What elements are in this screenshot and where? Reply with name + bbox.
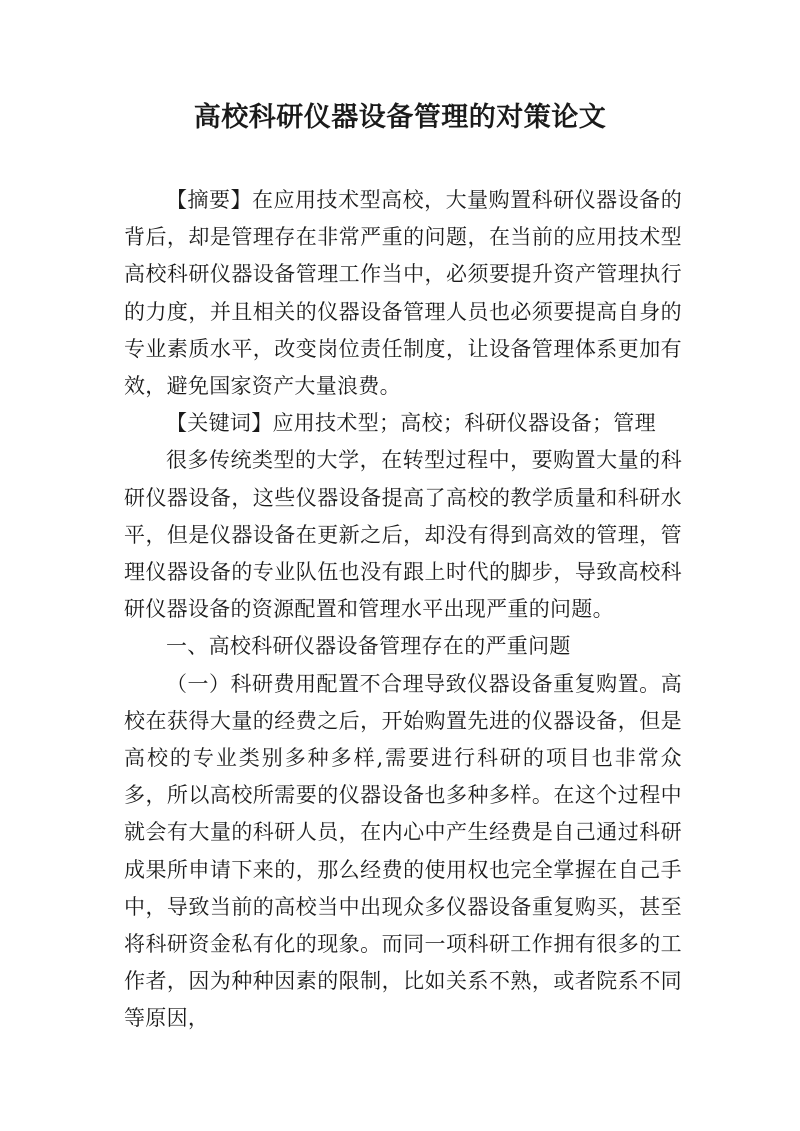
intro-paragraph: 很多传统类型的大学，在转型过程中，要购置大量的科研仪器设备，这些仪器设备提高了高校的教学质量和科研水平，但是仪器设备在更新之后，却没有得到高效的管理，管理仪器设备的专业队伍也没有跟上时代的脚步，导致高校科研仪器设备的资源配置和管理水平出现严重的问题。 — [124, 448, 682, 622]
document-body — [124, 182, 682, 1038]
keywords-paragraph: 【关键词】应用技术型；高校；科研仪器设备；管理 — [166, 411, 656, 436]
section-paragraph: （一）科研费用配置不合理导致仪器设备重复购置。高校在获得大量的经费之后，开始购置先进的仪器设备，但是高校的专业类别多种多样,需要进行科研的项目也非常众多，所以高校所需要的仪器设备也多种多样。在这个过程中就会有大量的科研人员，在内心中产生经费是自己通过科研成果所申请下来的，那么经费的使用权也完全掌握在自己手中，导致当前的高校当中出现众多仪器设备重复购买，甚至将科研资金私有化的现象。而同一项科研工作拥有很多的工作者，因为种种因素的限制，比如关系不熟，或者院系不同等原因， — [124, 671, 682, 1031]
abstract-paragraph: 【摘要】在应用技术型高校，大量购置科研仪器设备的背后，却是管理存在非常严重的问题，在当前的应用技术型高校科研仪器设备管理工作当中，必须要提升资产管理执行的力度，并且相关的仪器设备管理人员也必须要提高自身的专业素质水平，改变岗位责任制度，让设备管理体系更加有效，避免国家资产大量浪费。 — [124, 188, 682, 399]
document-title: 高校科研仪器设备管理的对策论文 — [193, 102, 607, 133]
section-heading: 一、高校科研仪器设备管理存在的严重问题 — [166, 634, 571, 659]
